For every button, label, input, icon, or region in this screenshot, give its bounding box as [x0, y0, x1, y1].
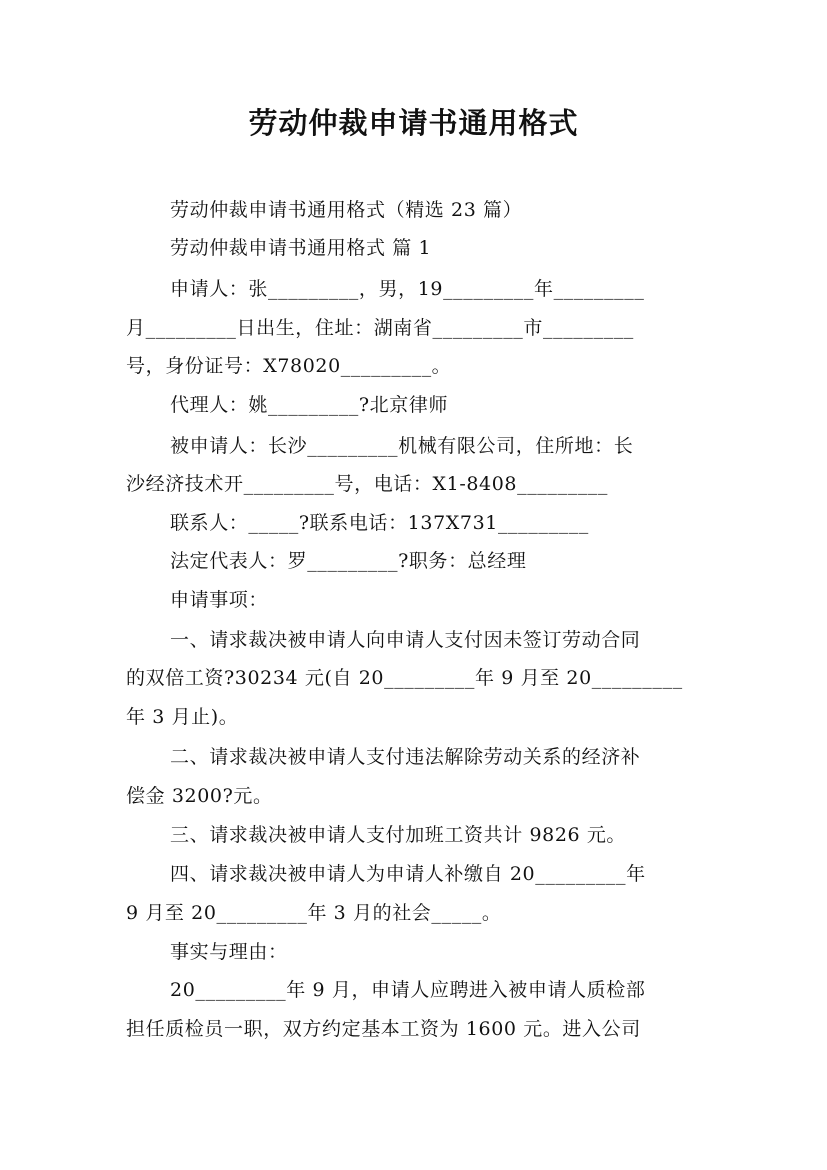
- paragraph-line: 二、请求裁决被申请人支付违法解除劳动关系的经济补: [170, 746, 641, 768]
- paragraph-line: 联系人：_____?联系电话：137X731_________: [170, 512, 589, 534]
- paragraph-line: 偿金 3200?元。: [126, 785, 273, 807]
- paragraph-line: 20_________年 9 月，申请人应聘进入被申请人质检部: [170, 979, 646, 1001]
- paragraph-line: 月_________日出生，住址：湖南省_________市_________: [126, 317, 634, 339]
- paragraph-line: 申请人：张_________，男，19_________年_________: [170, 278, 645, 300]
- paragraph-line: 四、请求裁决被申请人为申请人补缴自 20_________年: [170, 863, 646, 885]
- paragraph-line: 三、请求裁决被申请人支付加班工资共计 9826 元。: [170, 824, 627, 846]
- paragraph-line: 9 月至 20_________年 3 月的社会_____。: [126, 902, 502, 924]
- paragraph-line: 法定代表人：罗_________?职务：总经理: [170, 550, 527, 572]
- paragraph-line: 被申请人：长沙_________机械有限公司，住所地：长: [170, 435, 634, 457]
- section-heading: 事实与理由：: [170, 941, 288, 963]
- subtitle-line: 劳动仲裁申请书通用格式（精选 23 篇）: [170, 199, 523, 221]
- paragraph-line: 担任质检员一职，双方约定基本工资为 1600 元。进入公司: [126, 1018, 641, 1040]
- document-title: 劳动仲裁申请书通用格式: [248, 106, 579, 140]
- section-heading: 申请事项：: [170, 589, 269, 611]
- section-heading: 劳动仲裁申请书通用格式 篇 1: [170, 237, 432, 259]
- paragraph-line: 一、请求裁决被申请人向申请人支付因未签订劳动合同: [170, 629, 641, 651]
- paragraph-line: 号，身份证号：X78020_________。: [126, 355, 452, 377]
- paragraph-line: 沙经济技术开_________号，电话：X1-8408_________: [126, 473, 608, 495]
- paragraph-line: 的双倍工资?30234 元(自 20_________年 9 月至 20_________: [126, 667, 683, 689]
- paragraph-line: 年 3 月止)。: [126, 706, 239, 728]
- paragraph-line: 代理人：姚_________?北京律师: [170, 394, 449, 416]
